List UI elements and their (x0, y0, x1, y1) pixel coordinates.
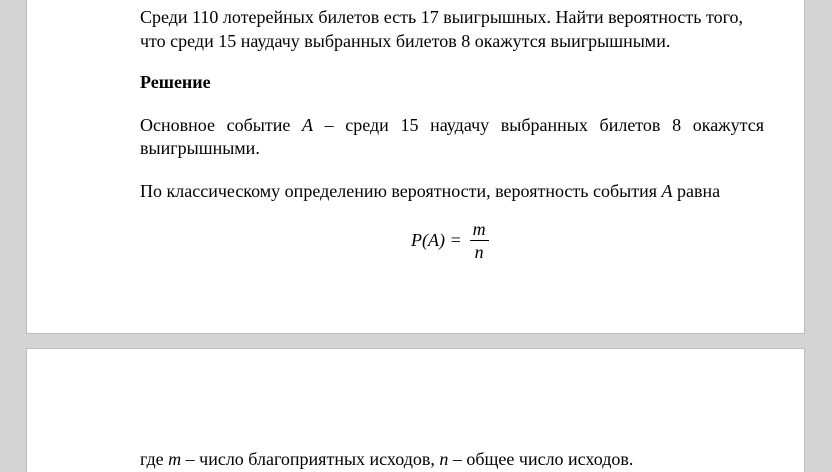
where-n: n (439, 449, 449, 469)
classical-suffix: равна (672, 181, 721, 201)
document-page-2 (26, 348, 805, 472)
event-prefix: Основное событие (140, 115, 302, 135)
formula-lhs: P(A) = (411, 230, 462, 250)
formula-fraction (470, 219, 489, 262)
problem-line-2: что среди 15 наудачу выбранных билетов 8 окажутся выигрышными. (140, 31, 671, 51)
event-definition-line-2: выигрышными. (140, 138, 260, 158)
classical-variable: A (661, 181, 673, 201)
formula-numerator: m (470, 219, 489, 241)
where-m: m (168, 449, 182, 469)
event-definition-line-1 (140, 114, 764, 136)
where-p3: – общее число исходов. (448, 449, 634, 469)
classical-text: По классическому определению вероятности, вероятность события (140, 181, 662, 201)
event-rest: – среди 15 наудачу выбранных билетов 8 окажутся (312, 115, 764, 135)
formula-denominator: n (474, 242, 484, 262)
where-explanation (140, 448, 633, 470)
solution-heading: Решение (140, 72, 211, 92)
problem-line-1: Среди 110 лотерейных билетов есть 17 выигрышных. Найти вероятность того, (140, 7, 744, 27)
where-p1: где (140, 449, 169, 469)
document-page-1 (26, 0, 805, 334)
probability-formula (411, 219, 489, 262)
classical-definition (140, 180, 720, 202)
where-p2: – число благоприятных исходов, (181, 449, 440, 469)
event-variable: A (301, 115, 313, 135)
